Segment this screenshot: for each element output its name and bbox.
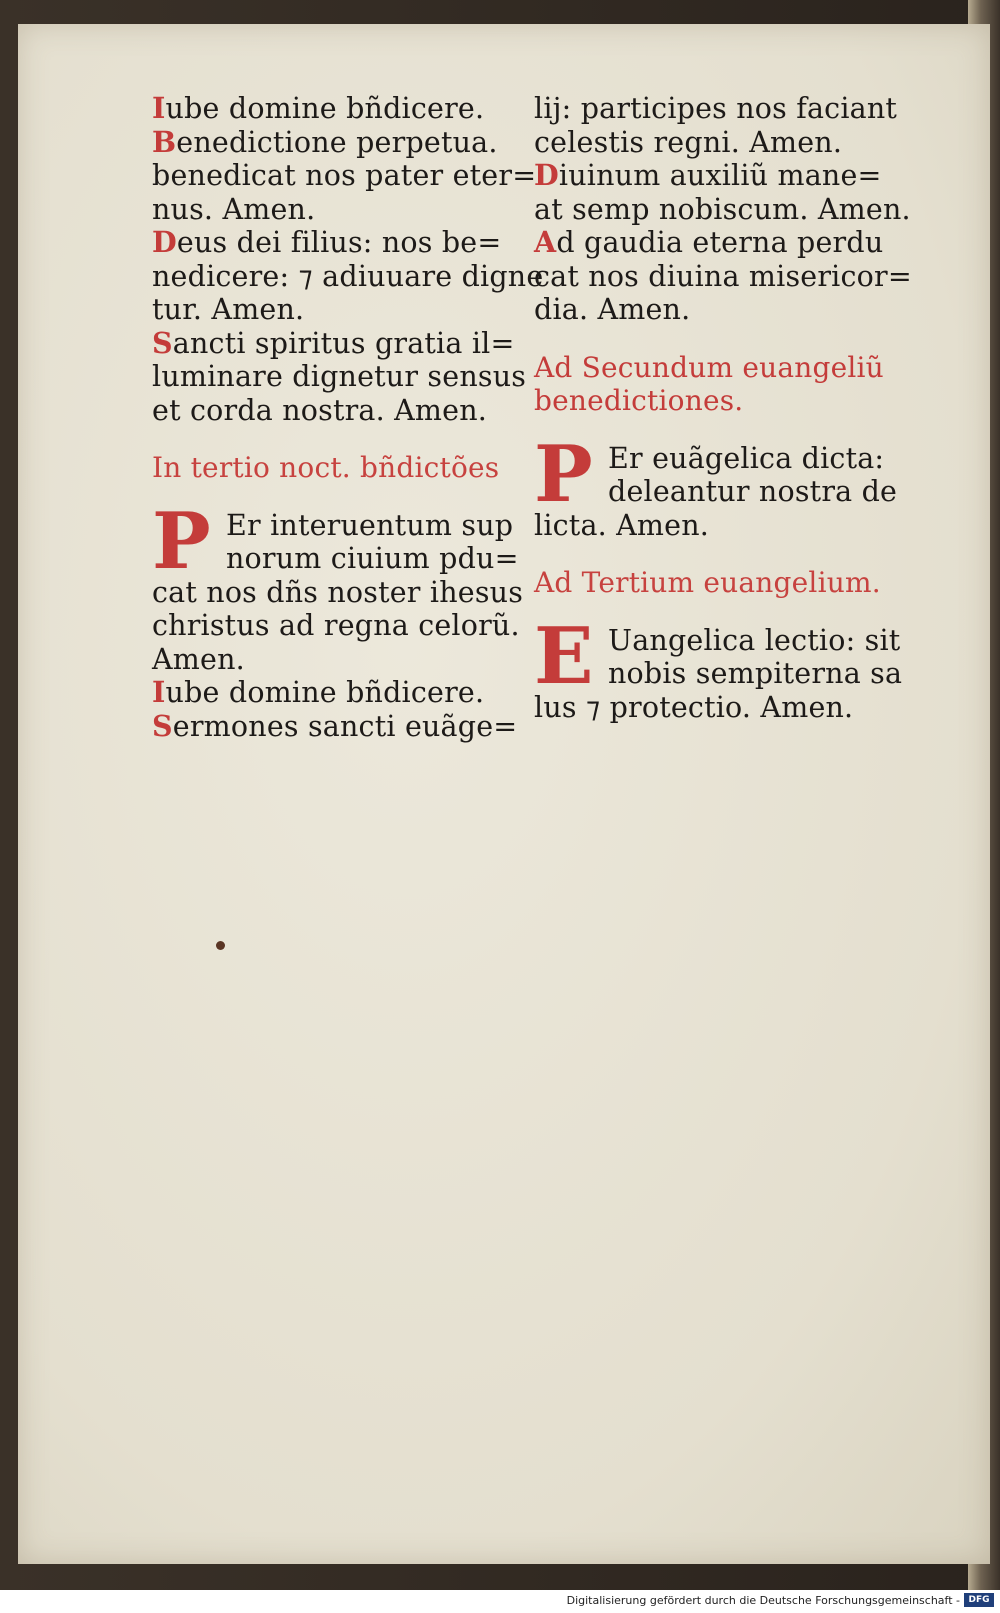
text-line	[152, 92, 520, 126]
left-initial-paragraph	[152, 495, 520, 587]
text-line	[534, 260, 914, 294]
text-line	[152, 159, 537, 193]
text-line	[534, 193, 914, 227]
text-line	[534, 293, 914, 327]
rubric-initial: B	[152, 124, 177, 159]
rubric-initial: S	[152, 325, 173, 360]
footer-credit: Digitalisierung gefördert durch die Deutsche Forschungsgemeinschaft -	[566, 1594, 960, 1607]
text-line	[152, 609, 520, 643]
line-text: ube domine bñdicere.	[165, 676, 485, 709]
line-text: eus dei filius: nos be=	[176, 226, 502, 259]
right-initial-paragraph-2	[534, 610, 914, 702]
text-line	[152, 293, 520, 327]
decorated-initial: P	[534, 428, 593, 520]
heading-line: Ad Secundum euangeliũ	[534, 350, 884, 384]
text-line	[152, 259, 544, 294]
footer-bar	[0, 1590, 1000, 1613]
rubric-initial: D	[152, 225, 177, 259]
text-line	[534, 92, 914, 126]
line-text: lij: participes nos faciant	[534, 92, 898, 125]
text-line: norum ciuium pdu=	[226, 542, 519, 575]
right-heading-1	[534, 351, 914, 418]
text-line	[152, 676, 520, 710]
line-text: dia. Amen.	[534, 293, 691, 326]
text-line: deleantur nostra de	[608, 475, 898, 508]
text-line	[152, 643, 520, 677]
line-text: at semp nobiscum. Amen.	[534, 192, 911, 226]
left-block-1	[152, 91, 544, 427]
line-text: ube domine bñdicere.	[165, 92, 485, 125]
line-text: cat nos dñs noster ihesus	[152, 575, 524, 609]
right-column	[534, 92, 914, 724]
right-block-1	[534, 92, 914, 327]
text-line: nobis sempiterna sa	[608, 657, 903, 690]
ink-spot	[216, 941, 225, 950]
line-text: nedicere: ⁊ adiuuare digne	[152, 259, 544, 293]
text-line	[534, 126, 914, 160]
dfg-logo: DFG	[964, 1593, 994, 1607]
line-text: tur. Amen.	[152, 293, 305, 326]
line-text: benedicat nos pater eter=	[152, 159, 537, 192]
text-line	[152, 193, 520, 227]
line-text: cat nos diuina misericor=	[534, 259, 912, 293]
text-line	[152, 360, 527, 394]
line-text: Amen.	[152, 642, 245, 676]
right-heading-2: Ad Tertium euangelium.	[534, 566, 881, 599]
line-text: nus. Amen.	[152, 192, 316, 226]
decorated-initial: E	[534, 610, 594, 702]
right-initial-paragraph-1	[534, 428, 914, 520]
rubric-initial: I	[152, 91, 166, 125]
line-text: celestis regni. Amen.	[534, 125, 843, 159]
text-line	[534, 226, 914, 260]
line-text: enedictione perpetua.	[176, 125, 498, 159]
decorated-initial: P	[152, 495, 211, 587]
left-heading: In tertio noct. bñdictões	[152, 451, 500, 484]
left-block-2	[152, 575, 524, 744]
text-line: licta. Amen.	[534, 508, 710, 542]
line-text: ancti spiritus gratia il=	[172, 326, 515, 360]
text-line	[152, 126, 520, 160]
line-text: ermones sancti euãge=	[172, 709, 518, 743]
text-line: lus ⁊ protectio. Amen.	[534, 690, 854, 724]
rubric-initial: I	[152, 675, 166, 709]
rubric-initial: D	[534, 158, 559, 192]
text-line: Uangelica lectio: sit	[608, 623, 901, 657]
line-text: christus ad regna celorũ.	[152, 609, 520, 642]
text-line	[534, 159, 914, 193]
text-line: Er euãgelica dicta:	[608, 441, 885, 475]
text-line	[152, 327, 520, 361]
heading-line: benedictiones.	[534, 384, 744, 417]
line-text: luminare dignetur sensus	[152, 360, 527, 393]
line-text: d gaudia eterna perdu	[556, 226, 884, 259]
text-line	[152, 226, 520, 260]
text-line: Er interuentum sup	[226, 508, 514, 542]
left-column	[152, 91, 544, 743]
line-text: iuinum auxiliũ mane=	[558, 159, 882, 192]
text-line	[152, 710, 520, 744]
line-text: et corda nostra. Amen.	[152, 393, 488, 427]
rubric-initial: S	[152, 708, 173, 743]
text-line	[152, 394, 520, 428]
rubric-initial: A	[534, 225, 557, 259]
